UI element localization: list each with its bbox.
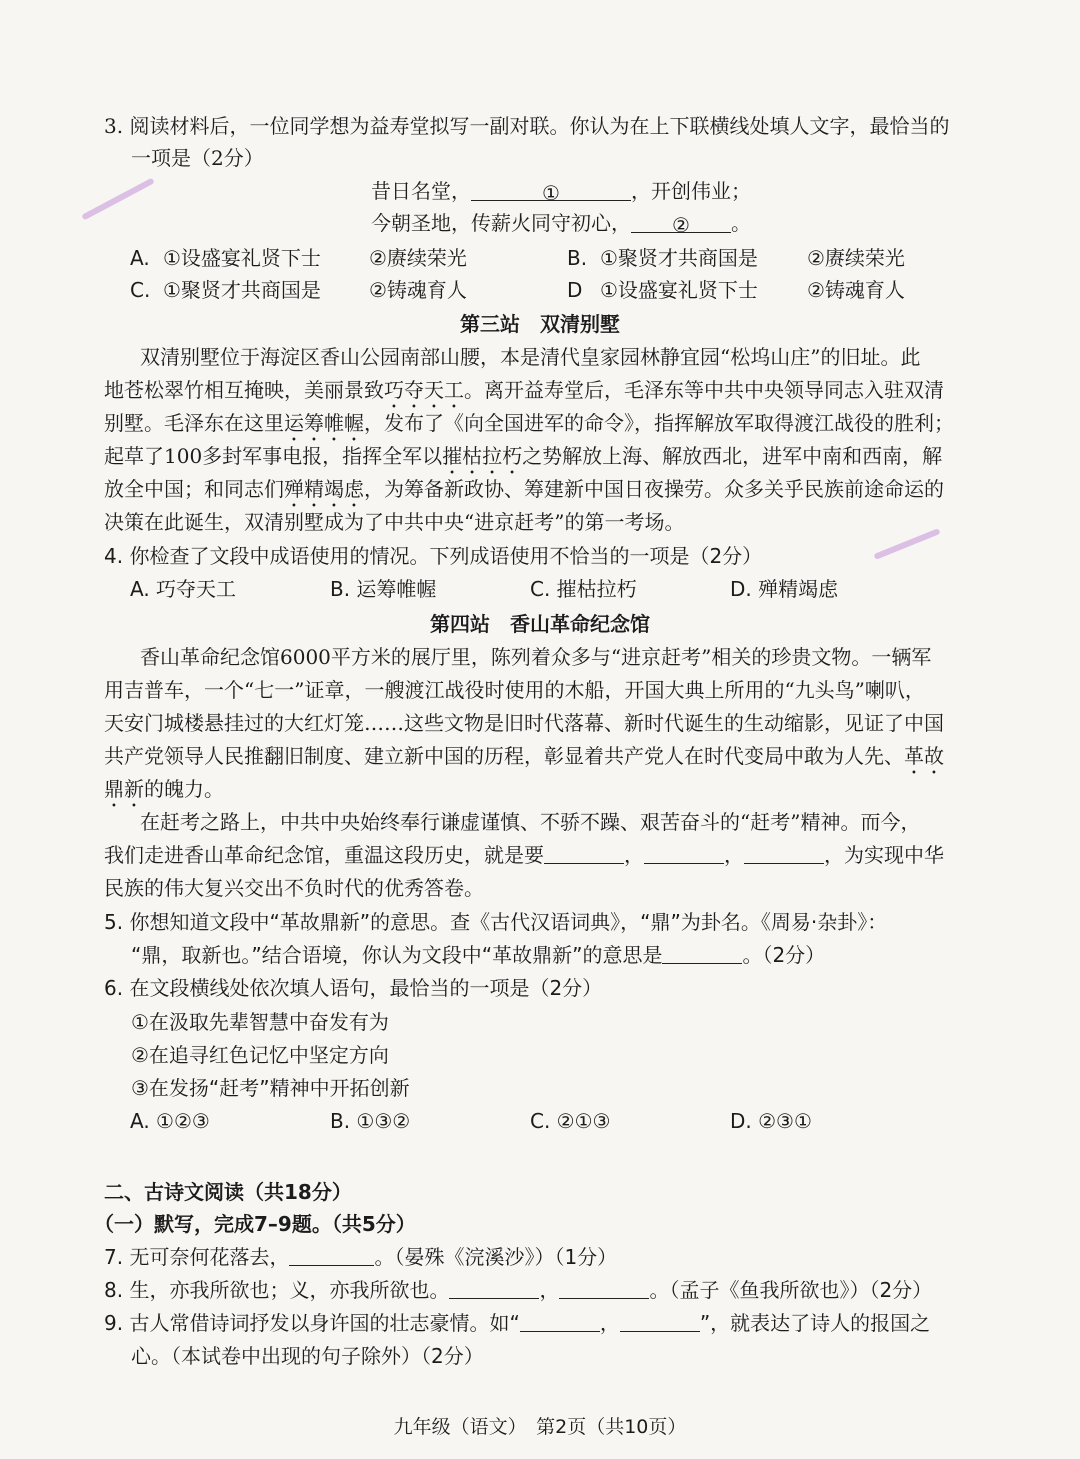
q7 (104, 1242, 617, 1272)
q5-line2-a: “鼎，取新也。”结合语境，你认为文段中“革故鼎新”的意思是 (131, 943, 663, 967)
couplet-upper-prefix: 昔日名堂， (371, 179, 471, 203)
q3-stem-line1: 3. 阅读材料后，一位同学想为益寿堂拟写一副对联。你认为在上下联横线处填人文字，最恰当的 (104, 114, 950, 138)
q3-option-b-first[interactable]: ①聚贤才共商国是 (600, 246, 758, 270)
station4-line7 (104, 840, 944, 870)
station3-line5-a: 放全中国；和同志们 (104, 477, 284, 501)
q8-sep: ， (539, 1278, 560, 1302)
q6-stem: 6. 在文段横线处依次填人语句，最恰当的一项是（2分） (104, 976, 603, 1000)
station4-line7-a: 我们走进香山革命纪念馆，重温这段历史，就是要 (104, 843, 544, 867)
q9-line1 (104, 1308, 930, 1338)
q3-stem-line2: 一项是（2分） (131, 146, 264, 170)
idiom-cuikulaxiu: 摧枯拉朽 (442, 444, 523, 468)
station3-line4-a: 起草了100多封军事电报，指挥全军以 (104, 444, 443, 468)
station4-line6: 在赶考之路上，中共中央始终奉行谦虚谨慎、不骄不躁、艰苦奋斗的“赶考”精神。而今， (140, 810, 921, 834)
q7-prefix: 7. 无可奈何花落去， (104, 1245, 290, 1269)
q3-option-b-letter[interactable]: B. (567, 246, 588, 270)
q4-option-b[interactable]: B. 运筹帷幄 (330, 577, 437, 601)
q7-suffix: 。（晏殊《浣溪沙》）（1分） (374, 1245, 618, 1269)
pen-mark-left (81, 178, 154, 221)
couplet-lower-blank[interactable]: ② (631, 210, 731, 233)
idiom-danjingjielv: 殚精竭虑 (284, 477, 364, 501)
station3-line3-c: ，发布了《向全国进军的命令》，指挥解放军取得渡江战役的胜利； (364, 411, 954, 435)
q3-option-a-second[interactable]: ②赓续荣光 (369, 246, 467, 270)
q9-blank-2[interactable] (620, 1309, 700, 1332)
station3-line3-a: 别墅。毛泽东在这里 (104, 411, 284, 435)
station4-line4 (104, 741, 944, 779)
q3-option-b-second[interactable]: ②赓续荣光 (807, 246, 905, 270)
q9-suffix: ”，就表达了诗人的报国之 (699, 1311, 931, 1335)
q9-blank-1[interactable] (520, 1309, 600, 1332)
idiom-qiaoduotiangong: 巧夺天工 (384, 378, 464, 402)
q4-option-d[interactable]: D. 殚精竭虑 (730, 577, 839, 601)
idiom-gegu: 革故 (904, 744, 944, 768)
q3-option-c-first[interactable]: ①聚贤才共商国是 (163, 278, 321, 302)
q8-blank-1[interactable] (449, 1276, 539, 1299)
station4-line2: 用吉普车，一个“七一”证章，一艘渡江战役时使用的木船，开国大典上所用的“九头鸟”喇叭， (104, 678, 925, 702)
section2-subtitle: （一）默写，完成7–9题。（共5分） (94, 1212, 416, 1236)
station3-title: 第三站 双清别墅 (460, 312, 620, 336)
q8-suffix: 。（孟子《鱼我所欲也》）（2分） (649, 1278, 933, 1302)
section2-title: 二、古诗文阅读（共18分） (104, 1180, 352, 1204)
couplet-upper-suffix: ，开创伟业； (631, 179, 751, 203)
couplet-upper (371, 176, 751, 206)
q3-option-c-second[interactable]: ②铸魂育人 (369, 278, 467, 302)
station3-line4-c: 之势解放上海、解放西北，进军中南和西南，解 (522, 444, 943, 468)
q3-option-d-first[interactable]: ①设盛宴礼贤下士 (600, 278, 758, 302)
q5-line1: 5. 你想知道文段中“革故鼎新”的意思。查《古代汉语词典》，“鼎”为卦名。《周易·杂卦》： (104, 910, 888, 934)
couplet-lower (371, 208, 751, 238)
station3-line6: 决策在此诞生，双清别墅成为了中共中央“进京赶考”的第一考场。 (104, 510, 685, 534)
station4-line1: 香山革命纪念馆6000平方米的展厅里，陈列着众多与“进京赶考”相关的珍贵文物。一辆军 (140, 645, 932, 669)
q8-prefix: 8. 生，亦我所欲也；义，亦我所欲也。 (104, 1278, 450, 1302)
station4-line7-b: ，为实现中华 (824, 843, 944, 867)
q7-blank[interactable] (289, 1243, 374, 1266)
station4-blank-3[interactable] (744, 841, 824, 864)
q6-item-3: ③在发扬“赶考”精神中开拓创新 (131, 1076, 410, 1100)
q6-option-a[interactable]: A. ①②③ (130, 1109, 210, 1133)
q6-item-2: ②在追寻红色记忆中坚定方向 (131, 1043, 389, 1067)
q4-option-c[interactable]: C. 摧枯拉朽 (530, 577, 637, 601)
couplet-upper-blank[interactable]: ① (471, 178, 631, 201)
q4-option-a[interactable]: A. 巧夺天工 (130, 577, 237, 601)
q9-sep: ， (599, 1311, 620, 1335)
station4-line7-sep1: ， (624, 843, 644, 867)
station3-line2-c: 。离开益寿堂后，毛泽东等中共中央领导同志入驻双清 (464, 378, 944, 402)
station4-line4-a: 共产党领导人民推翻旧制度、建立新中国的历程，彰显着共产党人在时代变局中敢为人先、 (104, 744, 904, 768)
q3-option-d-letter[interactable]: D (567, 278, 583, 302)
station3-line1: 双清别墅位于海淀区香山公园南部山腰，本是清代皇家园林静宜园“松坞山庄”的旧址。此 (140, 345, 921, 369)
q5-line2-b: 。（2分） (742, 943, 826, 967)
q4-stem: 4. 你检查了文段中成语使用的情况。下列成语使用不恰当的一项是（2分） (104, 544, 763, 568)
q3-option-a-first[interactable]: ①设盛宴礼贤下士 (163, 246, 321, 270)
idiom-dingxin: 鼎新 (104, 777, 144, 801)
q6-option-d[interactable]: D. ②③① (730, 1109, 812, 1133)
station4-line3: 天安门城楼悬挂过的大红灯笼……这些文物是旧时代落幕、新时代诞生的生动缩影，见证了中国 (104, 711, 944, 735)
station4-line5-b: 的魄力。 (144, 777, 224, 801)
station3-line2-a: 地苍松翠竹相互掩映，美丽景致 (104, 378, 384, 402)
idiom-yunchouweiwo: 运筹帷幄 (284, 411, 364, 435)
q6-option-c[interactable]: C. ②①③ (530, 1109, 611, 1133)
q8-blank-2[interactable] (559, 1276, 649, 1299)
station4-blank-2[interactable] (644, 841, 724, 864)
q8 (104, 1275, 932, 1305)
q5-line2 (131, 940, 825, 970)
station4-blank-1[interactable] (544, 841, 624, 864)
couplet-lower-suffix: 。 (731, 211, 751, 235)
q5-blank[interactable] (662, 941, 742, 964)
q3-option-a-letter[interactable]: A. (130, 246, 150, 270)
station4-line8: 民族的伟大复兴交出不负时代的优秀答卷。 (104, 876, 484, 900)
station3-line5-c: ，为筹备新政协、筹建新中国日夜操劳。众多关乎民族前途命运的 (364, 477, 944, 501)
station4-title: 第四站 香山革命纪念馆 (430, 612, 650, 636)
q6-option-b[interactable]: B. ①③② (330, 1109, 411, 1133)
page-footer: 九年级（语文） 第2页（共10页） (393, 1416, 687, 1438)
couplet-lower-prefix: 今朝圣地，传薪火同守初心， (371, 211, 631, 235)
q3-option-c-letter[interactable]: C. (130, 278, 151, 302)
q9-line2: 心。（本试卷中出现的句子除外）（2分） (131, 1344, 484, 1368)
pen-mark-right (873, 528, 940, 560)
q6-item-1: ①在汲取先辈智慧中奋发有为 (131, 1010, 389, 1034)
q9-prefix: 9. 古人常借诗词抒发以身许国的壮志豪情。如“ (104, 1311, 520, 1335)
q3-option-d-second[interactable]: ②铸魂育人 (807, 278, 905, 302)
station4-line7-sep2: ， (724, 843, 744, 867)
